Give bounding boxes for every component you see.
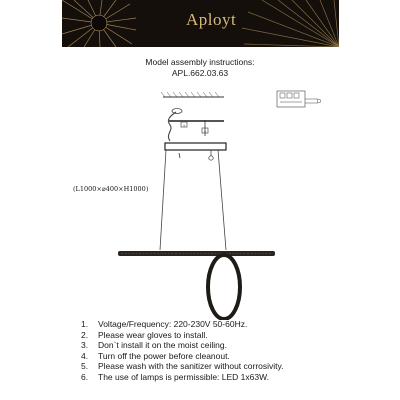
- svg-text:+: +: [203, 129, 207, 134]
- assembly-diagram: [0, 80, 400, 320]
- instruction-number: 5.: [81, 361, 89, 372]
- ceiling: [161, 92, 224, 97]
- svg-text:+: +: [182, 123, 186, 128]
- instruction-item: [81, 351, 284, 362]
- instruction-number: 6.: [81, 371, 89, 382]
- instruction-text: Please wear gloves to install.: [98, 329, 208, 340]
- brand-logo-text: Aployt: [186, 10, 237, 29]
- instruction-text: Voltage/Frequency: 220-230V 50-60Hz.: [98, 319, 248, 329]
- instruction-number: 3.: [81, 340, 89, 351]
- instruction-number: 2.: [81, 329, 89, 340]
- instruction-item: [81, 361, 284, 372]
- instruction-item: [81, 319, 284, 330]
- led-ring: [208, 255, 240, 319]
- ceiling-canopy: [165, 143, 226, 160]
- mounting-bracket: [168, 120, 224, 136]
- instruction-item: [81, 372, 284, 383]
- instruction-number: 4.: [81, 350, 89, 361]
- instructions-list: [81, 319, 284, 383]
- dimensions-label: (L1000×⌀400×H1000): [73, 185, 149, 193]
- led-bar-body: [118, 251, 275, 256]
- instruction-item: [81, 330, 284, 341]
- brand-banner: [62, 0, 339, 47]
- supply-cable: [168, 109, 182, 142]
- instruction-text: Turn off the power before cleanout.: [98, 350, 230, 361]
- instruction-text: Please wash with the sanitizer without corrosivity.: [98, 361, 284, 372]
- instruction-text: The use of lamps is permissible: LED 1x63W.: [98, 371, 270, 382]
- instruction-number: 1.: [81, 319, 89, 329]
- suspension-wires: [160, 150, 226, 250]
- document-title: Model assembly instructions:: [145, 57, 255, 67]
- model-number: APL.662.03.63: [171, 68, 229, 78]
- wiring-terminal-block: [277, 91, 321, 107]
- instruction-item: [81, 340, 284, 351]
- instruction-text: Don`t install it on the moist ceiling.: [98, 340, 227, 351]
